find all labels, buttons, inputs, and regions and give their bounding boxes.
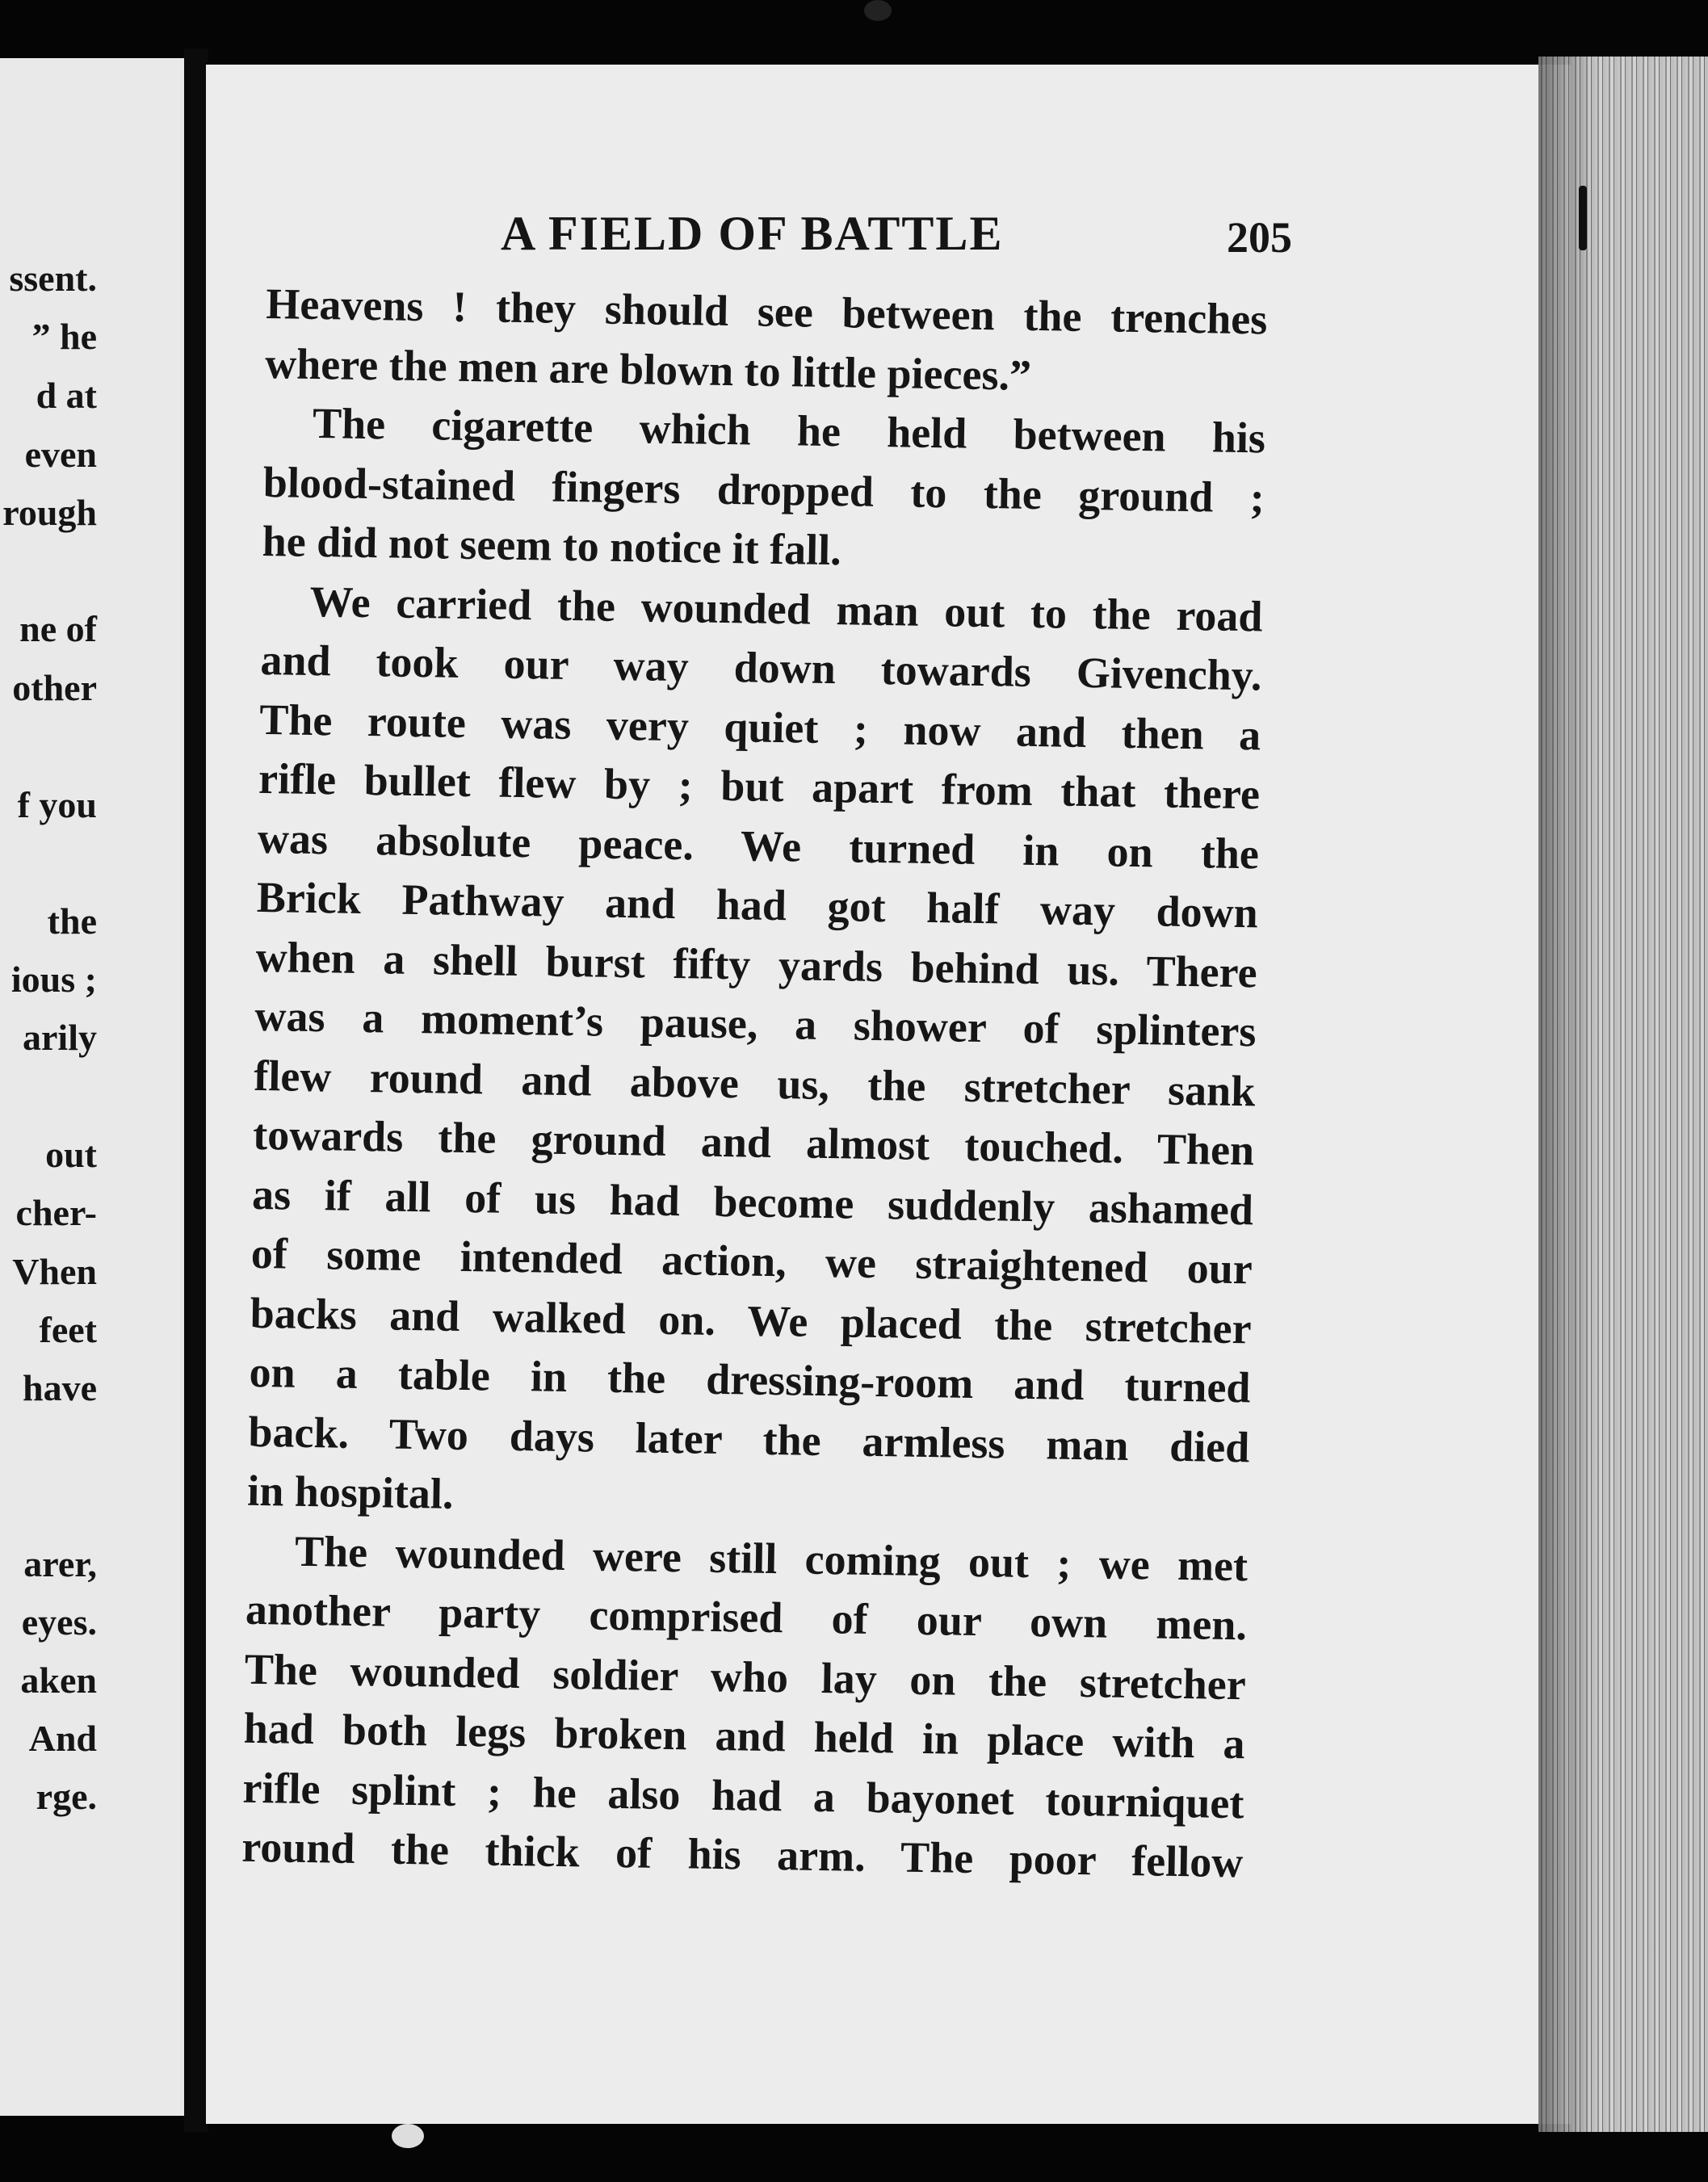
text-line: The wounded soldier who lay on the stretcher <box>244 1644 1247 1709</box>
text-line: backs and walked on. We placed the stretcher <box>250 1288 1253 1353</box>
text-line: Heavens ! they should see between the trenches <box>265 279 1268 344</box>
text-line: another party comprised of our own men. <box>245 1584 1248 1650</box>
text-line: round the thick of his arm. The poor fellow <box>241 1822 1244 1887</box>
left-page-fragment: even <box>24 434 97 475</box>
book-gutter <box>184 48 208 2132</box>
left-page-fragment: rough <box>2 492 97 533</box>
text-line: We carried the wounded man out to the road <box>309 577 1263 640</box>
body-text <box>241 275 1268 1893</box>
text-line: he did not seem to notice it fall. <box>262 516 842 575</box>
left-page-fragment: ssent. <box>9 258 97 299</box>
text-line: and took our way down towards Givenchy. <box>260 635 1262 700</box>
left-page-fragment: eyes. <box>21 1601 97 1643</box>
text-line: as if all of us had become suddenly ashamed <box>251 1169 1254 1234</box>
left-page-fragment: And <box>28 1718 97 1759</box>
text-line: rifle splint ; he also had a bayonet tourniquet <box>242 1763 1244 1827</box>
text-line: blood-stained fingers dropped to the ground ; <box>262 457 1265 522</box>
text-line: had both legs broken and held in place with a <box>243 1703 1246 1769</box>
page-edges-shadow <box>1538 57 1595 2132</box>
running-head <box>501 206 1292 262</box>
text-line: was absolute peace. We turned in on the <box>257 813 1260 878</box>
chapter-title: A FIELD OF BATTLE <box>501 207 1004 260</box>
left-facing-page <box>0 58 184 2116</box>
left-page-fragment: out <box>45 1134 97 1175</box>
left-page-fragment: ious ; <box>10 959 97 1000</box>
left-page-fragment: other <box>12 667 97 708</box>
text-line: rifle bullet flew by ; but apart from that there <box>258 753 1261 819</box>
dust-speck <box>1579 186 1587 250</box>
left-page-fragment: rge. <box>36 1776 97 1817</box>
left-page-fragment: f you <box>17 784 97 825</box>
text-line: was a moment’s pause, a shower of splinters <box>254 991 1257 1056</box>
left-page-fragment: cher- <box>15 1192 97 1233</box>
text-line: flew round and above us, the stretcher sank <box>253 1051 1256 1115</box>
text-line: towards the ground and almost touched. Then <box>252 1110 1255 1175</box>
left-page-fragment: d at <box>36 375 97 416</box>
dust-speck <box>864 0 892 21</box>
left-page-fragment: Vhen <box>12 1251 97 1292</box>
left-page-fragment: arily <box>23 1017 97 1058</box>
dust-speck <box>392 2124 424 2148</box>
page-number: 205 <box>1227 213 1292 262</box>
text-line: on a table in the dressing-room and turned <box>249 1347 1251 1412</box>
left-page-fragment: ne of <box>19 608 97 649</box>
text-line: The cigarette which he held between his <box>312 398 1266 463</box>
text-line: in hospital. <box>246 1466 454 1518</box>
text-line: where the men are blown to little pieces.” <box>264 338 1032 400</box>
left-page-fragment: ” he <box>31 316 97 357</box>
text-line: when a shell burst fifty yards behind us. There <box>255 932 1258 997</box>
left-page-fragment: the <box>47 900 97 942</box>
text-line: back. Two days later the armless man died <box>248 1407 1250 1471</box>
text-line: The route was very quiet ; now and then a <box>258 694 1261 759</box>
text-line: Brick Pathway and had got half way down <box>256 872 1259 938</box>
left-page-fragment: arer, <box>23 1543 97 1584</box>
left-page-fragment: aken <box>20 1660 97 1701</box>
left-page-fragment: have <box>23 1367 97 1408</box>
text-line: of some intended action, we straightened our <box>250 1228 1253 1294</box>
text-line: The wounded were still coming out ; we met <box>294 1526 1248 1590</box>
left-page-fragment: feet <box>39 1309 97 1350</box>
